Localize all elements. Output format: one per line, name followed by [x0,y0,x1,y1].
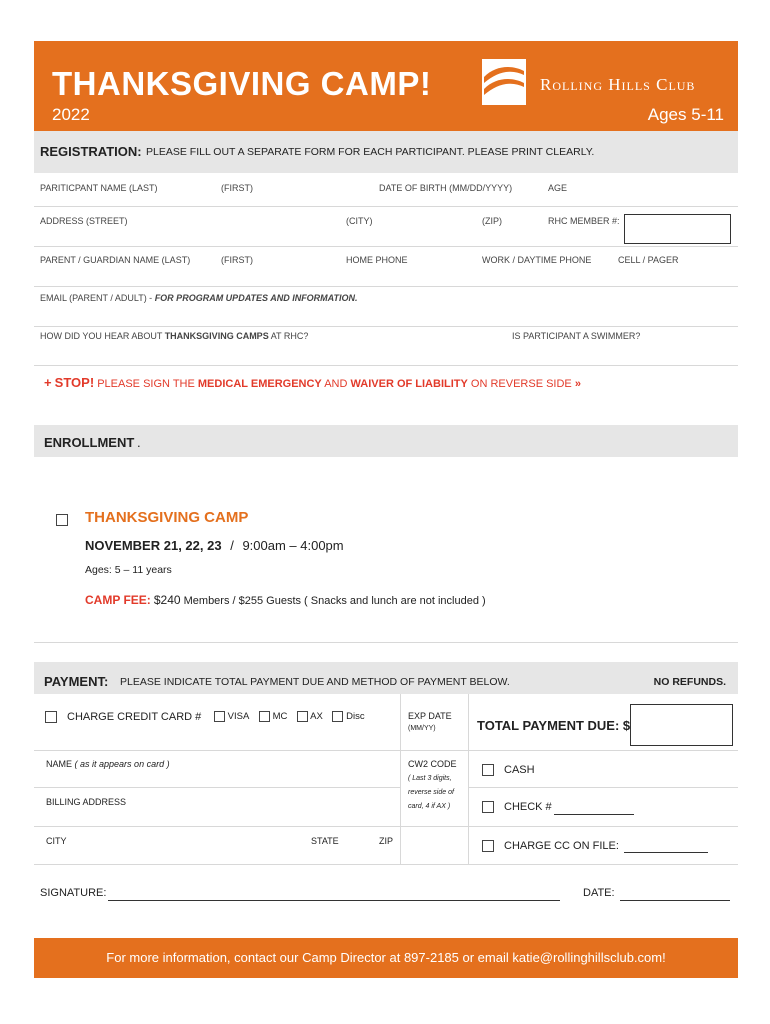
home-phone-label: HOME PHONE [346,255,408,265]
how-hear-prefix: HOW DID YOU HEAR ABOUT [40,331,165,341]
mc-label: MC [272,711,288,723]
charge-credit-card-label: CHARGE CREDIT CARD # [67,711,202,723]
payment-header [34,662,738,694]
plus-icon: + [44,375,52,390]
header-banner [34,41,738,131]
charge-on-file-checkbox[interactable] [482,840,494,852]
payment-instruction: PLEASE INDICATE TOTAL PAYMENT DUE AND METHOD OF PAYMENT BELOW. [120,676,510,688]
divider [34,246,738,247]
schedule-separator: / [230,538,234,553]
card-name-note: ( as it appears on card ) [74,759,170,769]
divider [34,750,468,751]
divider [34,286,738,287]
page-title: THANKSGIVING CAMP! [52,65,432,102]
divider [34,864,738,865]
camp-schedule [85,538,344,553]
check-label: CHECK # [504,801,552,813]
club-logo [482,59,526,105]
visa-label: VISA [227,711,250,723]
registration-heading: REGISTRATION: [40,144,142,159]
camp-dates: NOVEMBER 21, 22, 23 [85,538,222,553]
card-name-label [46,759,170,769]
wave-logo-icon [482,59,526,105]
how-hear-suffix: AT RHC? [268,331,309,341]
email-label [40,293,358,303]
mc-checkbox[interactable] [259,711,270,722]
date-label: DATE: [583,887,615,899]
cash-checkbox[interactable] [482,764,494,776]
card-type-options [214,711,365,722]
payment-grid-vertical [400,694,401,864]
payment-grid-vertical [468,694,469,864]
payment-heading: PAYMENT: [44,674,109,689]
date-line[interactable] [620,900,730,901]
cash-label: CASH [504,764,535,776]
disc-label: Disc [346,711,365,723]
divider [34,206,738,207]
camp-fee-details: Members / $255 Guests ( Snacks and lunch are not included ) [180,595,486,607]
email-note: FOR PROGRAM UPDATES AND INFORMATION. [154,293,358,303]
camp-fee-value: $240 [153,593,181,607]
stop-text-1: PLEASE SIGN THE [94,378,198,390]
signature-line[interactable] [108,900,560,901]
header-year: 2022 [52,105,90,124]
address-city-label: (CITY) [346,216,373,226]
rhc-member-field[interactable] [624,214,731,244]
participant-last-label: PARITICPANT NAME (LAST) [40,183,158,193]
billing-address-label: BILLING ADDRESS [46,797,127,807]
email-label-text: EMAIL (PARENT / ADULT) - [40,293,155,303]
exp-date-label: EXP DATE [408,711,452,721]
work-phone-label: WORK / DAYTIME PHONE [482,255,592,265]
no-refunds: NO REFUNDS. [653,676,726,688]
cw2-note: ( Last 3 digits, reverse side of card, 4 if AX ) [408,775,454,810]
zip-label: ZIP [379,836,394,846]
check-number-line[interactable] [554,814,634,815]
divider [34,826,738,827]
footer-banner [34,938,738,978]
enrollment-header [34,425,738,457]
divider [34,787,400,788]
camp-time: 9:00am – 4:00pm [242,538,344,553]
club-name: Rolling Hills Club [540,75,696,94]
enrollment-heading: ENROLLMENT [44,435,135,450]
stop-text: STOP! [54,375,95,390]
footer-contact-text: For more information, contact our Camp Director at 897-2185 or email katie@rollinghillsclub.com! [106,950,666,965]
total-payment-label: TOTAL PAYMENT DUE: $ [477,718,631,733]
ax-checkbox[interactable] [297,711,308,722]
stop-medical: MEDICAL EMERGENCY [197,378,322,390]
divider [468,787,738,788]
divider [34,365,738,366]
divider [34,642,738,643]
cw2-label: CW2 CODE [408,759,457,769]
participant-first-label: (FIRST) [221,183,253,193]
how-hear-label [40,331,308,341]
signature-label: SIGNATURE: [40,887,107,899]
total-payment-field[interactable] [630,704,733,746]
exp-date-format: (MM/YY) [408,725,436,732]
divider [34,326,738,327]
age-label: AGE [548,183,568,193]
disc-checkbox[interactable] [332,711,343,722]
divider [468,750,738,751]
camp-fee-colon: : [146,593,151,607]
rhc-member-label: RHC MEMBER #: [548,216,620,226]
check-checkbox[interactable] [482,801,494,813]
state-label: STATE [311,836,339,846]
address-zip-label: (ZIP) [482,216,502,226]
address-street-label: ADDRESS (STREET) [40,216,128,226]
thanksgiving-camp-checkbox[interactable] [56,514,68,526]
how-hear-bold: THANKSGIVING CAMPS [164,331,269,341]
card-name-label-text: NAME [46,759,73,769]
camp-fee [85,593,486,607]
registration-instruction: PLEASE FILL OUT A SEPARATE FORM FOR EACH PARTICIPANT. PLEASE PRINT CLEARLY. [146,146,595,158]
dob-label: DATE OF BIRTH (MM/DD/YYYY) [379,183,513,193]
city-label: CITY [46,836,67,846]
cell-pager-label: CELL / PAGER [618,255,679,265]
registration-header [34,131,738,173]
parent-first-label: (FIRST) [221,255,253,265]
charge-on-file-label: CHARGE CC ON FILE: [504,840,619,852]
stop-text-3: ON REVERSE SIDE [467,378,572,390]
visa-checkbox[interactable] [214,711,225,722]
charge-on-file-line[interactable] [624,852,708,853]
camp-ages: Ages: 5 – 11 years [85,564,172,576]
ax-label: AX [310,711,323,723]
stop-text-2: AND [321,378,351,390]
stop-waiver: WAIVER OF LIABILITY [350,378,468,390]
stop-notice [44,375,581,390]
header-ages: Ages 5-11 [647,105,724,124]
camp-fee-label: CAMP FEE [85,593,147,607]
camp-title: THANKSGIVING CAMP [85,509,249,526]
enrollment-dot: . [137,435,141,450]
swimmer-label: IS PARTICIPANT A SWIMMER? [512,331,641,341]
double-arrow-icon: » [574,378,581,390]
charge-credit-card-checkbox[interactable] [45,711,57,723]
parent-last-label: PARENT / GUARDIAN NAME (LAST) [40,255,191,265]
